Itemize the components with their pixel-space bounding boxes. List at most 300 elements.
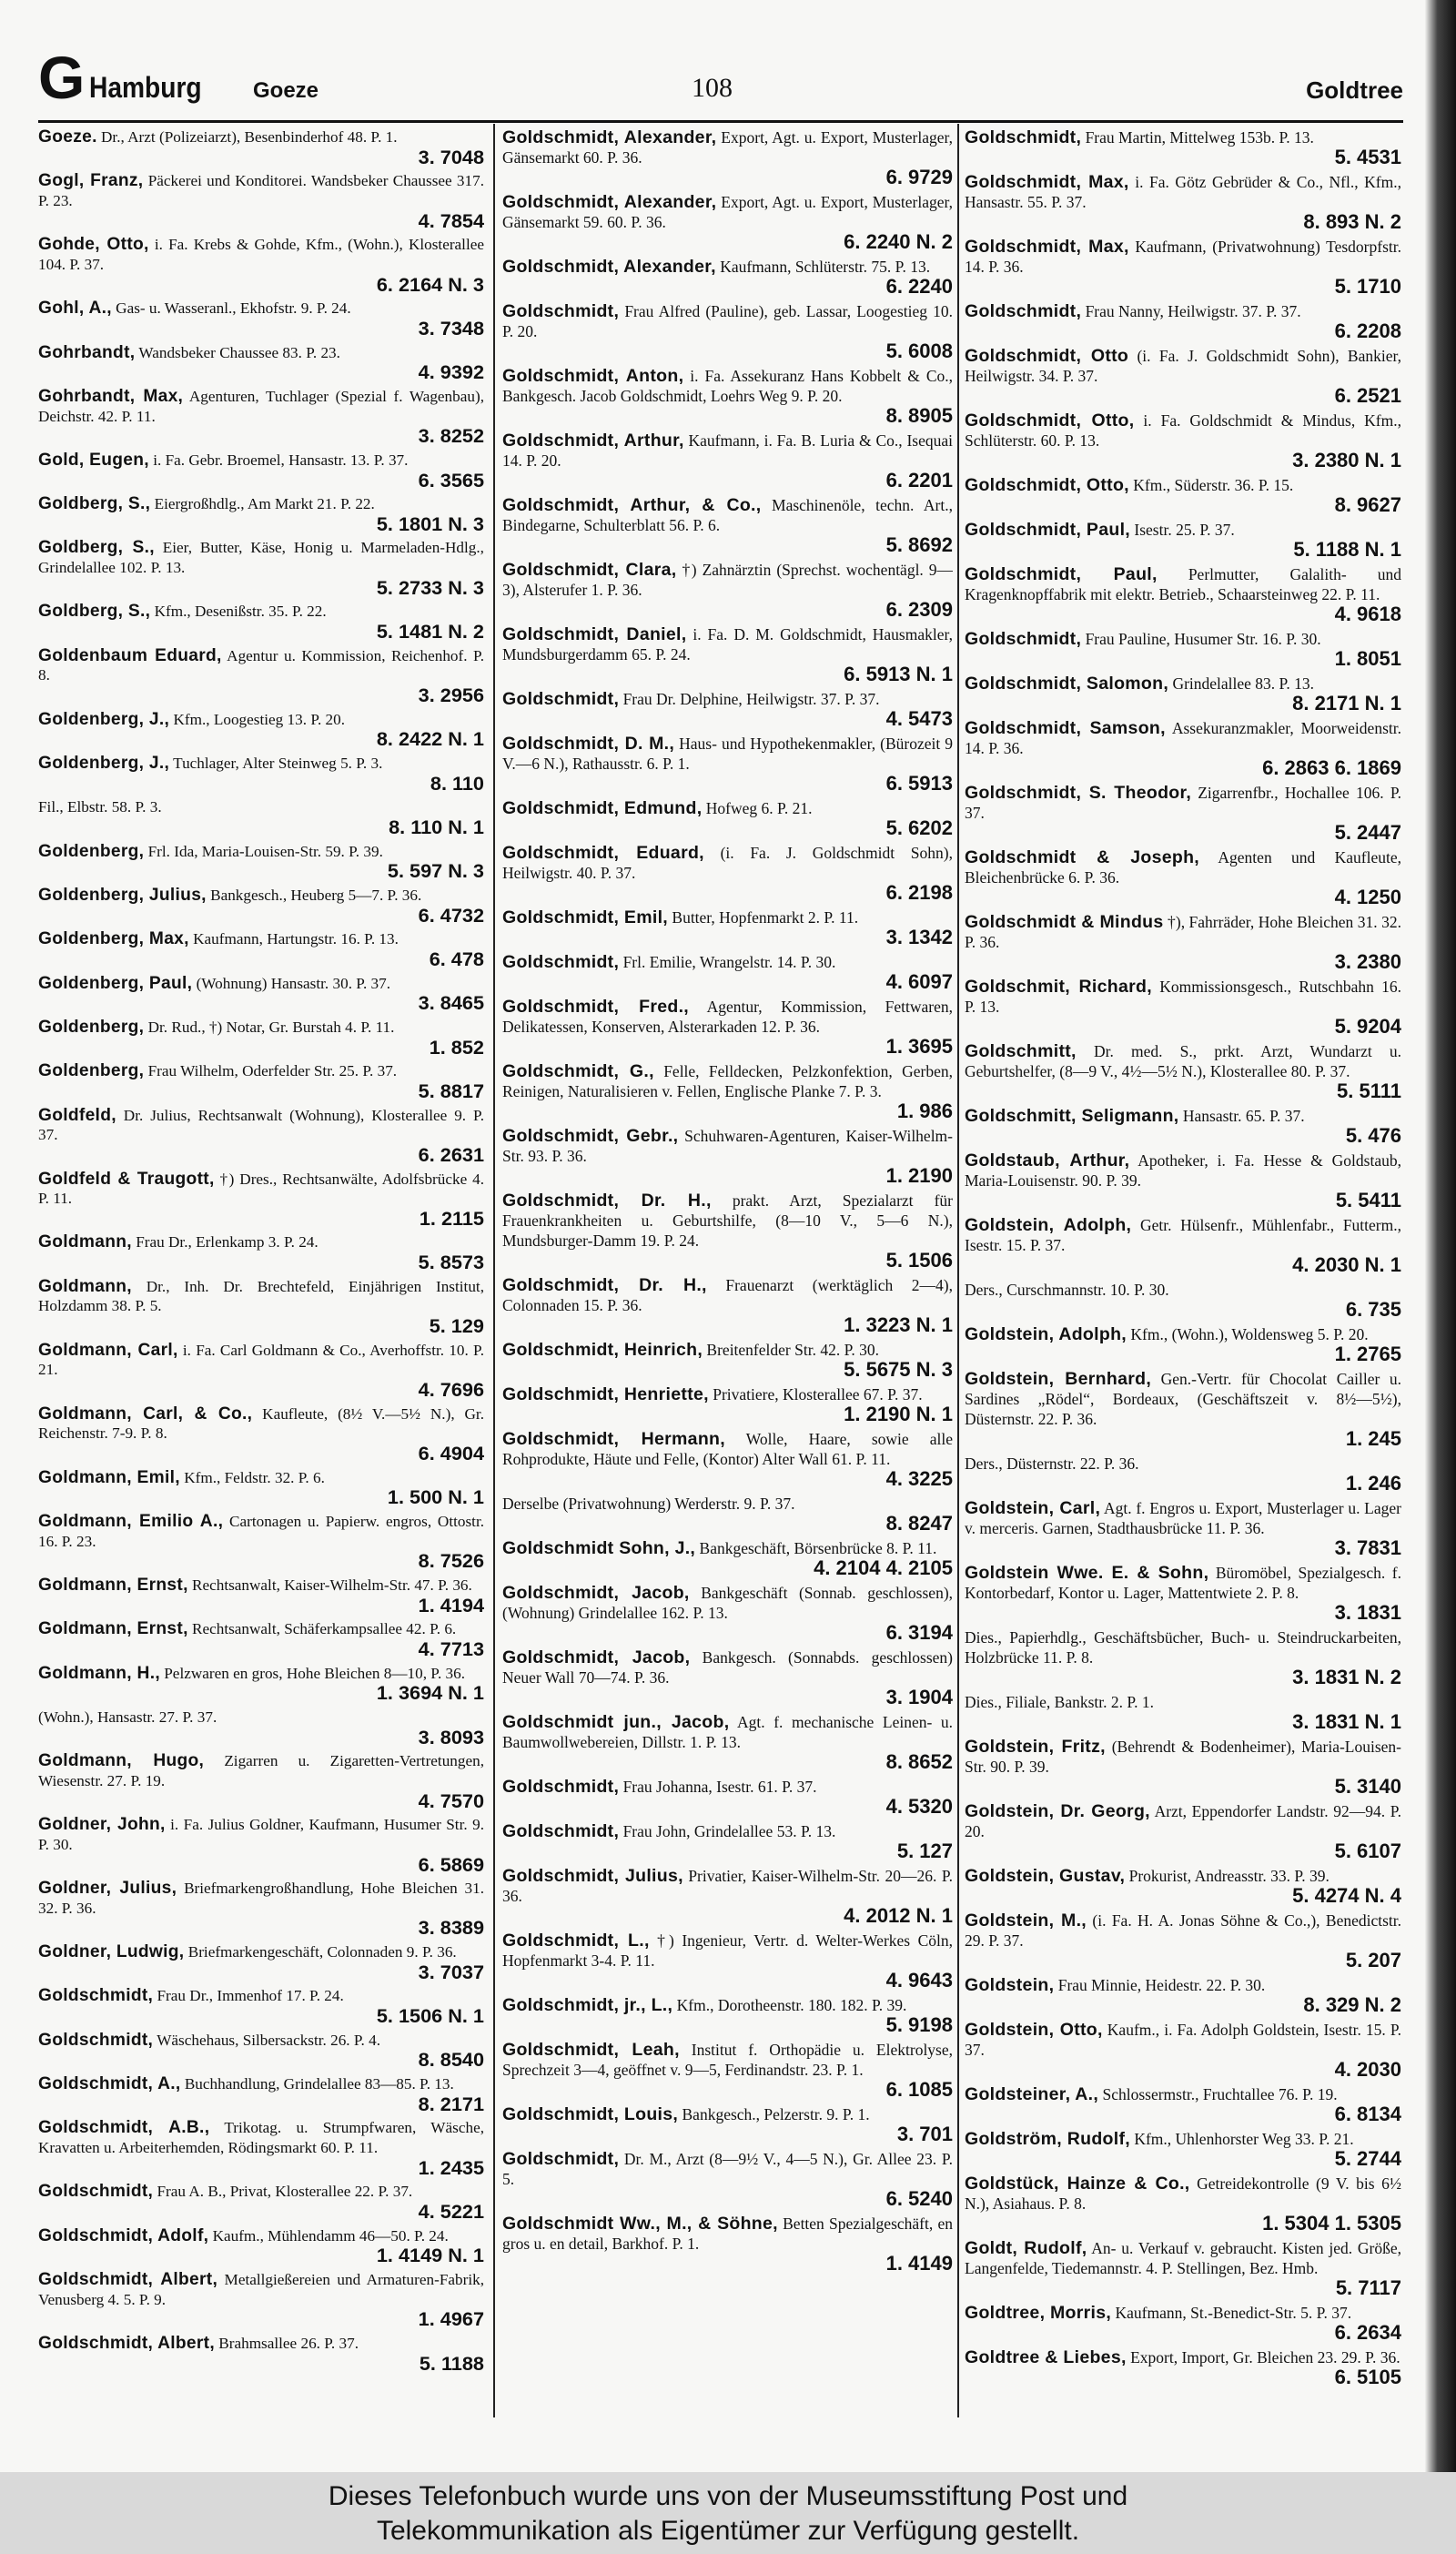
entry-details: Agentur u. Kommission, Reichenhof. P. 8. bbox=[38, 646, 484, 684]
entry-details: Wäschehaus, Silbersackstr. 26. P. 4. bbox=[157, 2031, 381, 2049]
directory-entry bbox=[38, 754, 484, 793]
entry-phone-number: 5. 1506 bbox=[885, 1249, 953, 1272]
last-entry-name: Goldtree bbox=[1306, 76, 1403, 104]
entry-phone-number: 1. 2190 bbox=[885, 1164, 953, 1187]
entry-details: Kaufleute, (8½ V.—5½ N.), Gr. Reichenstr. 7-9. P. 8. bbox=[38, 1404, 484, 1443]
entry-details: Metallgießereien und Armaturen-Fabrik, Venusberg 4. 5. P. 9. bbox=[38, 2270, 484, 2308]
directory-entry bbox=[502, 1777, 953, 1817]
entry-name: Goldberg, S., bbox=[38, 538, 155, 558]
entry-details: Hansastr. 65. P. 37. bbox=[1182, 1107, 1305, 1125]
entry-phone-number: 5. 2744 bbox=[1334, 2147, 1401, 2170]
entry-phone-number: 5. 8817 bbox=[418, 1079, 484, 1102]
entry-phone-number: 4. 3225 bbox=[885, 1467, 953, 1490]
directory-entry bbox=[38, 2182, 484, 2221]
header-rule bbox=[38, 120, 1403, 123]
entry-phone-number: 1. 246 bbox=[1345, 1472, 1401, 1495]
entry-phone-number: 5. 1188 bbox=[419, 2351, 484, 2375]
entry-phone-number: 6. 2164 N. 3 bbox=[376, 272, 484, 296]
directory-entry bbox=[502, 257, 953, 297]
entry-phone-number: 1. 4149 bbox=[885, 2252, 953, 2275]
entry-name: Goldenberg, bbox=[38, 841, 145, 861]
entry-phone-number: 5. 1481 N. 2 bbox=[376, 620, 484, 644]
column-2 bbox=[502, 127, 953, 2403]
entry-name: Goldschmidt, Henriette, bbox=[502, 1384, 709, 1404]
entry-details: †) Ingenieur, Vertr. d. Welter-Werkes Cöln, Hopfenmarkt 3-4. P. 11. bbox=[502, 1931, 953, 1970]
directory-entry bbox=[502, 431, 953, 491]
entry-details: Büromöbel, Spezialgesch. f. Kontorbedarf, Kontor u. Lager, Mattentwiete 2. P. 8. bbox=[965, 1564, 1401, 1602]
entry-details: Dies., Papierhdlg., Geschäftsbücher, Buch- u. Steindruckarbeiten, Holzbrücke 11. P. 8. bbox=[965, 1628, 1401, 1667]
directory-entry bbox=[502, 997, 953, 1057]
directory-entry bbox=[502, 301, 953, 361]
entry-name: Goldstein, Dr. Georg, bbox=[965, 1801, 1150, 1821]
directory-entry bbox=[965, 301, 1401, 341]
section-letter: G bbox=[38, 44, 86, 111]
directory-entry bbox=[38, 797, 484, 836]
entry-phone-number: 3. 701 bbox=[896, 2123, 953, 2145]
entry-phone-number: 5. 1801 N. 3 bbox=[376, 512, 484, 535]
entry-details: i. Fa. Krebs & Gohde, Kfm., (Wohn.), Klosterallee 104. P. 37. bbox=[38, 236, 484, 273]
entry-details: Breitenfelder Str. 42. P. 30. bbox=[706, 1341, 879, 1359]
directory-entry bbox=[502, 2104, 953, 2144]
entry-name: Goldschmidt, Arthur, bbox=[502, 431, 684, 451]
directory-entry bbox=[38, 1106, 484, 1165]
entry-details: Kfm., Uhlenhorster Weg 33. P. 21. bbox=[1134, 2130, 1354, 2148]
entry-phone-number: 5. 1188 N. 1 bbox=[1293, 538, 1401, 561]
entry-name: Goldschmidt, Leah, bbox=[502, 2040, 680, 2060]
entry-details: i. Fa. Carl Goldmann & Co., Averhoffstr. 10. P. 21. bbox=[38, 1341, 484, 1379]
entry-name: Goldenberg, bbox=[38, 1017, 145, 1037]
entry-details: Kaufm., Mühlendamm 46—50. P. 24. bbox=[212, 2226, 449, 2245]
entry-phone-number: 3. 1831 N. 1 bbox=[1292, 1710, 1401, 1733]
entry-phone-number: 8. 329 N. 2 bbox=[1303, 1993, 1401, 2016]
entry-name: Goldschmidt, Otto, bbox=[965, 475, 1129, 495]
entry-phone-number: 1. 4194 bbox=[418, 1593, 484, 1617]
directory-entry bbox=[38, 451, 484, 490]
entry-name: Goldschmidt, bbox=[502, 301, 620, 321]
entry-phone-number: 1. 2115 bbox=[419, 1206, 484, 1230]
directory-entry bbox=[965, 2347, 1401, 2387]
entry-name: Goldschmidt, Samson, bbox=[965, 718, 1166, 738]
entry-phone-number: 5. 8573 bbox=[418, 1251, 484, 1274]
entry-phone-number: 6. 2240 bbox=[885, 275, 953, 298]
entry-phone-number: 1. 3694 N. 1 bbox=[376, 1681, 484, 1705]
directory-entry bbox=[502, 1494, 953, 1534]
directory-entry bbox=[38, 2118, 484, 2177]
directory-entry bbox=[965, 410, 1401, 471]
entry-phone-number: 5. 476 bbox=[1345, 1124, 1401, 1147]
entry-details: (Wohnung) Hansastr. 30. P. 37. bbox=[196, 974, 391, 992]
entry-name: Goldstein, Carl, bbox=[965, 1498, 1101, 1518]
directory-entry bbox=[965, 1563, 1401, 1623]
entry-phone-number: 5. 5111 bbox=[1337, 1079, 1401, 1102]
footer-line-1: Dieses Telefonbuch wurde uns von der Museumsstiftung Post und bbox=[328, 2481, 1128, 2511]
directory-entry bbox=[965, 1975, 1401, 2015]
entry-phone-number: 3. 2380 bbox=[1334, 950, 1401, 973]
directory-entry bbox=[965, 2129, 1401, 2169]
entry-name: Goldmann, Hugo, bbox=[38, 1751, 205, 1771]
entry-name: Goldfeld & Traugott, bbox=[38, 1169, 215, 1189]
directory-entry bbox=[38, 1619, 484, 1658]
entry-phone-number: 1. 986 bbox=[896, 1100, 953, 1122]
entry-details: Fil., Elbstr. 58. P. 3. bbox=[38, 798, 162, 816]
directory-entry bbox=[38, 2334, 484, 2373]
entry-details: Betten Spezialgeschäft, en gros u. en detail, Barkhof. P. 1. bbox=[502, 2214, 953, 2253]
entry-details: Kommissionsgesch., Rutschbahn 16. P. 13. bbox=[965, 978, 1401, 1016]
entry-phone-number: 1. 2765 bbox=[1334, 1343, 1401, 1365]
entry-details: (i. Fa. J. Goldschmidt Sohn), Bankier, Heilwigstr. 34. P. 37. bbox=[965, 347, 1401, 385]
entry-name: Goldmann, Ernst, bbox=[38, 1619, 188, 1639]
entry-name: Goldschmidt, Alexander, bbox=[502, 257, 716, 277]
entry-phone-number: 6. 3565 bbox=[418, 468, 484, 492]
directory-entry bbox=[502, 2040, 953, 2100]
entry-details: Export, Import, Gr. Bleichen 23. 29. P. 36. bbox=[1130, 2348, 1400, 2367]
directory-entry bbox=[965, 2174, 1401, 2234]
entry-details: Dies., Filiale, Bankstr. 2. P. 1. bbox=[965, 1693, 1155, 1711]
entry-details: Frau Wilhelm, Oderfelder Str. 25. P. 37. bbox=[147, 1062, 398, 1080]
directory-entry bbox=[502, 1583, 953, 1643]
directory-entry bbox=[38, 1664, 484, 1703]
entry-phone-number: 3. 7048 bbox=[418, 145, 484, 168]
entry-name: Goldschmidt, Louis, bbox=[502, 2104, 679, 2124]
entry-phone-number: 5. 7117 bbox=[1335, 2276, 1401, 2299]
entry-name: Goldstaub, Arthur, bbox=[965, 1150, 1130, 1171]
directory-entry bbox=[38, 646, 484, 705]
entry-name: Goldner, John, bbox=[38, 1815, 166, 1835]
entry-details: Buchhandlung, Grindelallee 83—85. P. 13. bbox=[184, 2075, 454, 2093]
entry-phone-number: 3. 1904 bbox=[885, 1686, 953, 1708]
entry-name: Goldschmidt, Gebr., bbox=[502, 1126, 679, 1146]
directory-entry bbox=[965, 1801, 1401, 1861]
entry-details: Bankgesch., Pelzerstr. 9. P. 1. bbox=[682, 2105, 870, 2123]
directory-entry bbox=[502, 1538, 953, 1578]
directory-entry bbox=[502, 1995, 953, 2035]
directory-entry bbox=[965, 1041, 1401, 1101]
entry-name: Goldschmidt, D. M., bbox=[502, 734, 675, 754]
directory-entry bbox=[38, 538, 484, 597]
entry-phone-number: 1. 2190 N. 1 bbox=[844, 1403, 953, 1425]
entry-details: Eier, Butter, Käse, Honig u. Marmeladen-Hdlg., Grindelallee 102. P. 13. bbox=[38, 539, 484, 577]
entry-phone-number: 1. 4967 bbox=[418, 2307, 484, 2331]
entry-name: Goldstein Wwe. E. & Sohn, bbox=[965, 1563, 1209, 1583]
entry-name: Goldmann, Emilio A., bbox=[38, 1512, 224, 1531]
entry-details: prakt. Arzt, Spezialarzt für Frauenkrankheiten u. Geburtshilfe, (8—10 V., 5—6 N.), Mundsburger-Damm 19. P. 24. bbox=[502, 1191, 953, 1250]
entry-phone-number: 8. 893 N. 2 bbox=[1303, 210, 1401, 233]
entry-name: Goldschmidt, A.B., bbox=[38, 2118, 210, 2138]
entry-phone-number: 5. 5675 N. 3 bbox=[844, 1358, 953, 1381]
entry-details: Zigarrenfbr., Hochallee 106. P. 37. bbox=[965, 784, 1401, 822]
directory-entry bbox=[965, 1866, 1401, 1906]
directory-entry bbox=[502, 192, 953, 252]
entry-name: Goldt, Rudolf, bbox=[965, 2238, 1087, 2258]
entry-details: Dr. Julius, Rechtsanwalt (Wohnung), Klosterallee 9. P. 37. bbox=[38, 1106, 484, 1144]
entry-details: Tuchlager, Alter Steinweg 5. P. 3. bbox=[173, 755, 383, 773]
directory-entry bbox=[965, 674, 1401, 714]
entry-details: Ders., Curschmannstr. 10. P. 30. bbox=[965, 1281, 1169, 1299]
directory-entry bbox=[38, 1061, 484, 1100]
entry-details: Frau Johanna, Isestr. 61. P. 37. bbox=[622, 1778, 817, 1796]
entry-details: Kfm., Süderstr. 36. P. 15. bbox=[1133, 476, 1294, 494]
directory-entry bbox=[38, 2226, 484, 2265]
entry-name: Goldenberg, Max, bbox=[38, 929, 189, 949]
entry-phone-number: 4. 7854 bbox=[418, 208, 484, 232]
entry-phone-number: 1. 852 bbox=[429, 1035, 484, 1059]
entry-details: Kfm., Feldstr. 32. P. 6. bbox=[184, 1468, 325, 1486]
entry-details: Gen.-Vertr. für Chocolat Cailler u. Sardines „Rödel“, Bordeaux, (Geschäftszeit v. 8½—5½), Düsternstr. 22. P. 36. bbox=[965, 1370, 1401, 1428]
entry-name: Goldschmidt, Albert, bbox=[38, 2333, 215, 2353]
entry-details: Briefmarkengeschäft, Colonnaden 9. P. 36. bbox=[187, 1943, 457, 1961]
entry-phone-number: 4. 9643 bbox=[885, 1969, 953, 1992]
entry-phone-number: 4. 5473 bbox=[885, 707, 953, 730]
entry-name: Goldtree & Liebes, bbox=[965, 2347, 1127, 2367]
entry-name: Goldschmidt, Max, bbox=[965, 237, 1129, 257]
directory-entry bbox=[502, 1931, 953, 1991]
directory-entry bbox=[38, 1986, 484, 2028]
entry-phone-number: 5. 9198 bbox=[885, 2013, 953, 2036]
entry-phone-number: 8. 7526 bbox=[418, 1549, 484, 1573]
entry-phone-number: 3. 1831 N. 2 bbox=[1292, 1666, 1401, 1688]
entry-phone-number: 3. 8093 bbox=[418, 1725, 484, 1748]
entry-name: Goldschmidt Sohn, J., bbox=[502, 1538, 696, 1558]
directory-entry bbox=[502, 1191, 953, 1271]
entry-details: Zigarren u. Zigaretten-Vertretungen, Wiesenstr. 27. P. 19. bbox=[38, 1752, 484, 1789]
city-name: Hamburg bbox=[89, 71, 202, 104]
entry-name: Goldstein, Adolph, bbox=[965, 1215, 1132, 1235]
entry-name: Gold, Eugen, bbox=[38, 450, 149, 470]
entry-name: Goldschmidt & Mindus bbox=[965, 912, 1164, 932]
directory-entry bbox=[38, 1341, 484, 1400]
directory-entry bbox=[965, 1454, 1401, 1494]
entry-name: Goeze. bbox=[38, 127, 97, 147]
entry-details: Perlmutter, Galalith- und Kragenknopffabrik mit elektr. Betrieb., Schaarsteinweg 22. P. 11. bbox=[965, 565, 1401, 603]
directory-entry bbox=[965, 718, 1401, 778]
entry-phone-number: 5. 1710 bbox=[1334, 275, 1401, 298]
entry-details: Brahmsallee 26. P. 37. bbox=[218, 2334, 359, 2352]
directory-entry bbox=[38, 2074, 484, 2113]
entry-phone-number: 4. 7696 bbox=[418, 1378, 484, 1402]
entry-phone-number: 6. 5913 bbox=[885, 772, 953, 795]
entry-details: Privatier, Kaiser-Wilhelm-Str. 20—26. P. 36. bbox=[502, 1867, 953, 1905]
entry-phone-number: 6. 478 bbox=[429, 947, 484, 970]
entry-phone-number: 8. 2171 bbox=[418, 2092, 484, 2115]
entry-phone-number: 6. 2863 6. 1869 bbox=[1262, 756, 1401, 779]
entry-name: Gohrbandt, Max, bbox=[38, 386, 184, 406]
entry-phone-number: 5. 597 N. 3 bbox=[387, 859, 484, 883]
entry-phone-number: 5. 3140 bbox=[1334, 1775, 1401, 1798]
page-binding-edge bbox=[1425, 0, 1456, 2472]
entry-name: Goldmann, Carl, & Co., bbox=[38, 1404, 253, 1424]
entry-details: Kaufmann, Hartungstr. 16. P. 13. bbox=[193, 930, 399, 948]
entry-name: Goldschmidt, bbox=[965, 127, 1082, 147]
entry-name: Goldschmidt, Alexander, bbox=[502, 127, 717, 147]
entry-name: Goldmann, Emil, bbox=[38, 1467, 180, 1487]
entry-details: Frau Alfred (Pauline), geb. Lassar, Loogestieg 10. P. 20. bbox=[502, 302, 953, 340]
entry-details: i. Fa. D. M. Goldschmidt, Hausmakler, Mundsburgerdamm 65. P. 24. bbox=[502, 625, 953, 664]
entry-name: Goldmann, Carl, bbox=[38, 1340, 178, 1360]
entry-name: Goldsteiner, A., bbox=[965, 2084, 1099, 2104]
entry-name: Goldschmidt, bbox=[38, 2030, 154, 2050]
entry-details: i. Fa. Julius Goldner, Kaufmann, Husumer Str. 9. P. 30. bbox=[38, 1816, 484, 1853]
entry-name: Goldfeld, bbox=[38, 1105, 116, 1125]
entry-details: Dr. Rud., †) Notar, Gr. Burstah 4. P. 11. bbox=[147, 1018, 395, 1036]
entry-name: Goldschmidt jun., Jacob, bbox=[502, 1712, 730, 1732]
directory-entry bbox=[965, 1215, 1401, 1275]
entry-details: Briefmarkengroßhandlung, Hohe Bleichen 31. 32. P. 36. bbox=[38, 1880, 484, 1917]
directory-entry bbox=[965, 237, 1401, 297]
entry-details: Frau John, Grindelallee 53. P. 13. bbox=[622, 1822, 836, 1840]
entry-details: Cartonagen u. Papierw. engros, Ottostr. 16. P. 23. bbox=[38, 1513, 484, 1550]
entry-name: Goldschmidt, Edmund, bbox=[502, 798, 703, 818]
directory-entry bbox=[502, 734, 953, 794]
entry-details: i. Fa. Goldschmidt & Mindus, Kfm., Schlüterstr. 60. P. 13. bbox=[965, 411, 1401, 450]
entry-details: Dr. med. S., prkt. Arzt, Wundarzt u. Geburtshelfer, (8—9 V., 4½—5½ N.), Klosterallee 80. P. 37. bbox=[965, 1042, 1401, 1080]
entry-details: Kaufm., i. Fa. Adolph Goldstein, Isestr. 15. P. 37. bbox=[965, 2021, 1401, 2059]
entry-phone-number: 8. 8540 bbox=[418, 2048, 484, 2072]
directory-entry bbox=[965, 1150, 1401, 1211]
entry-details: Frau A. B., Privat, Klosterallee 22. P. 37. bbox=[157, 2183, 413, 2201]
entry-name: Goldschmidt, Max, bbox=[965, 172, 1129, 192]
entry-phone-number: 4. 5320 bbox=[885, 1795, 953, 1818]
directory-entry bbox=[38, 1170, 484, 1229]
entry-details: Hofweg 6. P. 21. bbox=[705, 799, 813, 817]
entry-name: Goldschmidt, Otto bbox=[965, 346, 1129, 366]
entry-phone-number: 6. 4904 bbox=[418, 1442, 484, 1465]
entry-details: i. Fa. Assekuranz Hans Kobbelt & Co., Bankgesch. Jacob Goldschmidt, Loehrs Weg 9. P. 20. bbox=[502, 367, 953, 405]
column-1 bbox=[38, 127, 484, 2403]
entry-details: Agt. f. Engros u. Export, Musterlager u. Lager v. merceris. Garnen, Stadthausbrücke 11. P. 36. bbox=[965, 1499, 1401, 1537]
entry-name: Goldschmitt, bbox=[965, 1041, 1077, 1061]
directory-entry bbox=[38, 1277, 484, 1336]
entry-phone-number: 1. 5304 1. 5305 bbox=[1262, 2212, 1401, 2235]
entry-phone-number: 3. 7037 bbox=[418, 1960, 484, 1983]
entry-details: Frau Nanny, Heilwigstr. 37. P. 37. bbox=[1085, 302, 1301, 320]
entry-name: Goldschmidt, Alexander, bbox=[502, 192, 717, 212]
entry-details: Getreidekontrolle (9 V. bis 6½ N.), Asiahaus. P. 8. bbox=[965, 2174, 1401, 2213]
entry-details: Trikotag. u. Strumpfwaren, Wäsche, Kravatten u. Arbeiterhemden, Rödingsmarkt 60. P. 11. bbox=[38, 2119, 484, 2157]
directory-entry bbox=[502, 907, 953, 948]
entry-details: Apotheker, i. Fa. Hesse & Goldstaub, Maria-Louisenstr. 90. P. 39. bbox=[965, 1151, 1401, 1190]
entry-name: Goldstein, Adolph, bbox=[965, 1324, 1127, 1344]
entry-name: Goldmann, bbox=[38, 1232, 132, 1252]
entry-details: Dr., Arzt (Polizeiarzt), Besenbinderhof 48. P. 1. bbox=[101, 128, 398, 146]
directory-entry bbox=[965, 1910, 1401, 1971]
directory-entry bbox=[38, 1468, 484, 1507]
entry-details: Export, Agt. u. Export, Musterlager, Gänsemarkt 60. P. 36. bbox=[502, 128, 953, 167]
directory-entry bbox=[965, 475, 1401, 515]
entry-details: Bankgesch., Heuberg 5—7. P. 36. bbox=[210, 886, 422, 904]
entry-details: Dr. M., Arzt (8—9½ V., 4—5 N.), Gr. Allee 23. P. 5. bbox=[502, 2150, 953, 2188]
entry-phone-number: 4. 2012 N. 1 bbox=[844, 1904, 953, 1927]
entry-name: Goldenberg, Paul, bbox=[38, 973, 193, 993]
entry-phone-number: 4. 7713 bbox=[418, 1637, 484, 1660]
entry-details: Derselbe (Privatwohnung) Werderstr. 9. P. 37. bbox=[502, 1495, 795, 1513]
directory-entry bbox=[965, 783, 1401, 843]
entry-details: Institut f. Orthopädie u. Elektrolyse, Sprechzeit 3—4, geöffnet v. 9—5, Ferdinandstr. 23. P. 1. bbox=[502, 2041, 953, 2079]
entry-phone-number: 5. 6008 bbox=[885, 340, 953, 362]
entry-phone-number: 5. 6107 bbox=[1334, 1839, 1401, 1862]
entry-phone-number: 1. 2435 bbox=[418, 2155, 484, 2179]
directory-entry bbox=[38, 1404, 484, 1464]
entry-phone-number: 5. 6202 bbox=[885, 816, 953, 839]
entry-details: Export, Agt. u. Export, Musterlager, Gänsemarkt 59. 60. P. 36. bbox=[502, 193, 953, 231]
entry-details: (Behrendt & Bodenheimer), Maria-Louisen-Str. 90. P. 39. bbox=[965, 1738, 1401, 1776]
directory-entry bbox=[502, 1821, 953, 1861]
entry-details: Felle, Felldecken, Pelzkonfektion, Gerben, Reinigen, Naturalisieren v. Fellen, Englische Planke 7. P. 3. bbox=[502, 1062, 953, 1100]
entry-details: Frau Minnie, Heidestr. 22. P. 30. bbox=[1057, 1976, 1266, 1994]
entry-details: Kfm., Loogestieg 13. P. 20. bbox=[173, 710, 346, 728]
entry-name: Goldström, Rudolf, bbox=[965, 2129, 1130, 2149]
page-header bbox=[38, 44, 1403, 111]
directory-entry bbox=[38, 929, 484, 968]
entry-name: Goldtree, Morris, bbox=[965, 2303, 1112, 2323]
entry-details: Gas- u. Wasseranl., Ekhofstr. 9. P. 24. bbox=[116, 299, 351, 318]
entry-phone-number: 8. 110 bbox=[430, 771, 484, 795]
directory-entry bbox=[965, 2020, 1401, 2080]
entry-name: Goldschmidt, Dr. H., bbox=[502, 1275, 707, 1295]
entry-phone-number: 5. 207 bbox=[1345, 1949, 1401, 1971]
entry-details: †) Dres., Rechtsanwälte, Adolfsbrücke 4. P. 11. bbox=[38, 1170, 484, 1208]
entry-phone-number: 6. 2309 bbox=[885, 598, 953, 621]
directory-entry bbox=[965, 629, 1401, 669]
directory-entry bbox=[502, 1340, 953, 1380]
entry-phone-number: 8. 8247 bbox=[885, 1512, 953, 1535]
footer-notice bbox=[0, 2472, 1456, 2554]
entry-details: Kfm., Desenißstr. 35. P. 22. bbox=[154, 603, 327, 621]
directory-entry bbox=[965, 912, 1401, 972]
entry-details: Assekuranzmakler, Moorweidenstr. 14. P. 36. bbox=[965, 719, 1401, 757]
entry-phone-number: 8. 110 N. 1 bbox=[389, 816, 484, 838]
entry-name: Goldschmidt, bbox=[502, 1821, 620, 1841]
entry-name: Goldschmidt, bbox=[502, 1777, 620, 1797]
entry-name: Goldschmidt, Hermann, bbox=[502, 1429, 725, 1449]
entry-details: Kaufmann, St.-Benedict-Str. 5. P. 37. bbox=[1115, 2304, 1352, 2322]
entry-name: Goldschmidt Ww., M., & Söhne, bbox=[502, 2214, 778, 2234]
entry-phone-number: 8. 2422 N. 1 bbox=[376, 727, 484, 751]
entry-details: Schlossermstr., Fruchtallee 76. P. 19. bbox=[1102, 2085, 1338, 2103]
entry-details: (i. Fa. H. A. Jonas Söhne & Co.,), Benedictstr. 29. P. 37. bbox=[965, 1911, 1401, 1950]
entry-name: Goldstein, M., bbox=[965, 1910, 1087, 1931]
entry-phone-number: 5. 129 bbox=[429, 1314, 484, 1338]
entry-details: Rechtsanwalt, Kaiser-Wilhelm-Str. 47. P. 36. bbox=[192, 1576, 472, 1594]
entry-details: Butter, Hopfenmarkt 2. P. 11. bbox=[672, 908, 859, 927]
entry-name: Goldschmidt, Emil, bbox=[502, 907, 669, 927]
entry-name: Goldschmidt, Fred., bbox=[502, 997, 690, 1017]
directory-entry bbox=[965, 1324, 1401, 1364]
entry-details: Dr., Inh. Dr. Brechtefeld, Einjährigen Institut, Holzdamm 38. P. 5. bbox=[38, 1277, 484, 1315]
entry-name: Goldschmidt, bbox=[38, 1986, 154, 2006]
directory-entry bbox=[502, 560, 953, 620]
directory-entry bbox=[38, 387, 484, 446]
entry-phone-number: 5. 9204 bbox=[1334, 1015, 1401, 1038]
entry-details: Kfm., (Wohn.), Woldensweg 5. P. 20. bbox=[1130, 1325, 1369, 1343]
directory-entry bbox=[965, 1498, 1401, 1558]
entry-details: Frl. Emilie, Wrangelstr. 14. P. 30. bbox=[622, 953, 836, 971]
entry-phone-number: 3. 1831 bbox=[1334, 1601, 1401, 1624]
entry-name: Goldschmidt, A., bbox=[38, 2074, 181, 2094]
entry-name: Goldschmidt, Arthur, & Co., bbox=[502, 495, 762, 515]
entry-phone-number: 6. 4732 bbox=[418, 903, 484, 927]
entry-phone-number: 4. 9618 bbox=[1334, 603, 1401, 625]
entry-phone-number: 5. 4274 N. 4 bbox=[1292, 1884, 1401, 1907]
directory-entry bbox=[38, 974, 484, 1013]
directory-entry bbox=[965, 520, 1401, 560]
directory-entry bbox=[38, 2270, 484, 2329]
entry-name: Goldschmidt, Albert, bbox=[38, 2269, 218, 2289]
entry-name: Gohde, Otto, bbox=[38, 235, 149, 255]
entry-details: (Wohn.), Hansastr. 27. P. 37. bbox=[38, 1708, 217, 1726]
entry-name: Goldschmidt, Jacob, bbox=[502, 1583, 690, 1603]
entry-details: Wandsbeker Chaussee 83. P. 23. bbox=[138, 343, 340, 361]
entry-phone-number: 8. 8905 bbox=[885, 404, 953, 427]
